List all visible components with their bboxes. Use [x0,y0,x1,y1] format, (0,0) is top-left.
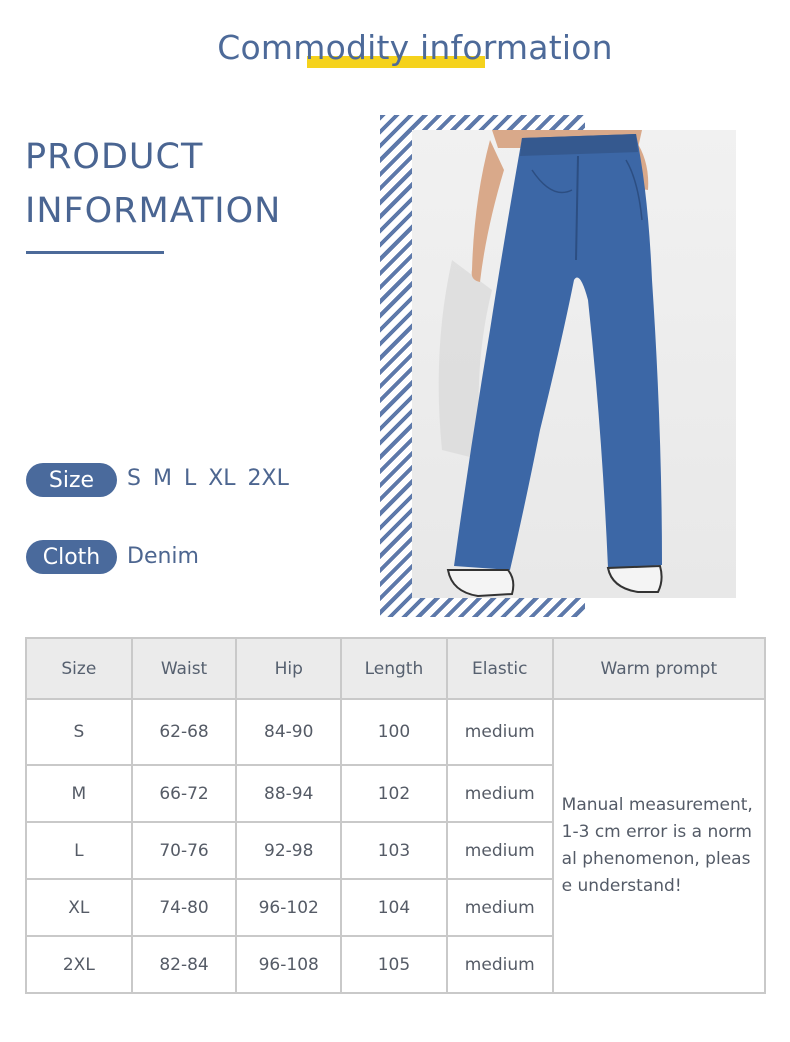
warm-prompt-cell: Manual measurement, 1-3 cm error is a normal phenomenon, please understand! [553,699,765,993]
cell-waist: 62-68 [132,699,237,765]
cell-size: XL [26,879,132,936]
cell-length: 103 [341,822,447,879]
cell-elastic: medium [447,765,553,822]
header-length: Length [341,638,447,699]
cell-length: 102 [341,765,447,822]
cell-elastic: medium [447,879,553,936]
cell-elastic: medium [447,936,553,993]
title-divider [26,251,164,254]
size-values [127,466,289,491]
cell-hip: 88-94 [236,765,341,822]
product-information-title-line2: INFORMATION [25,191,282,231]
cell-waist: 70-76 [132,822,237,879]
page-title: Commodity information [217,28,613,67]
cell-hip: 96-102 [236,879,341,936]
size-chart-table [25,637,766,994]
product-information-title-line1: PRODUCT [25,137,204,177]
header-elastic: Elastic [447,638,553,699]
cell-elastic: medium [447,822,553,879]
jeans-model-illustration [412,130,736,598]
cell-size: S [26,699,132,765]
cell-waist: 66-72 [132,765,237,822]
product-information-title [25,130,281,238]
cell-size: M [26,765,132,822]
cell-waist: 82-84 [132,936,237,993]
cell-hip: 96-108 [236,936,341,993]
size-value-l: L [183,466,197,491]
cell-hip: 84-90 [236,699,341,765]
size-value-m: M [152,466,172,491]
size-value-s: S [127,466,141,491]
cloth-value: Denim [127,544,199,569]
header-warm-prompt: Warm prompt [553,638,765,699]
cell-size: 2XL [26,936,132,993]
cell-length: 100 [341,699,447,765]
cell-hip: 92-98 [236,822,341,879]
size-value-xl: XL [208,466,236,491]
cell-length: 105 [341,936,447,993]
size-value-2xl: 2XL [247,466,289,491]
table-header-row [26,638,765,699]
header-size: Size [26,638,132,699]
header-hip: Hip [236,638,341,699]
page-heading [0,28,790,78]
table-row [26,699,765,765]
cell-waist: 74-80 [132,879,237,936]
size-label-pill: Size [26,463,117,497]
cell-length: 104 [341,879,447,936]
header-waist: Waist [132,638,237,699]
cell-elastic: medium [447,699,553,765]
product-photo [412,130,736,598]
cell-size: L [26,822,132,879]
cloth-label-pill: Cloth [26,540,117,574]
